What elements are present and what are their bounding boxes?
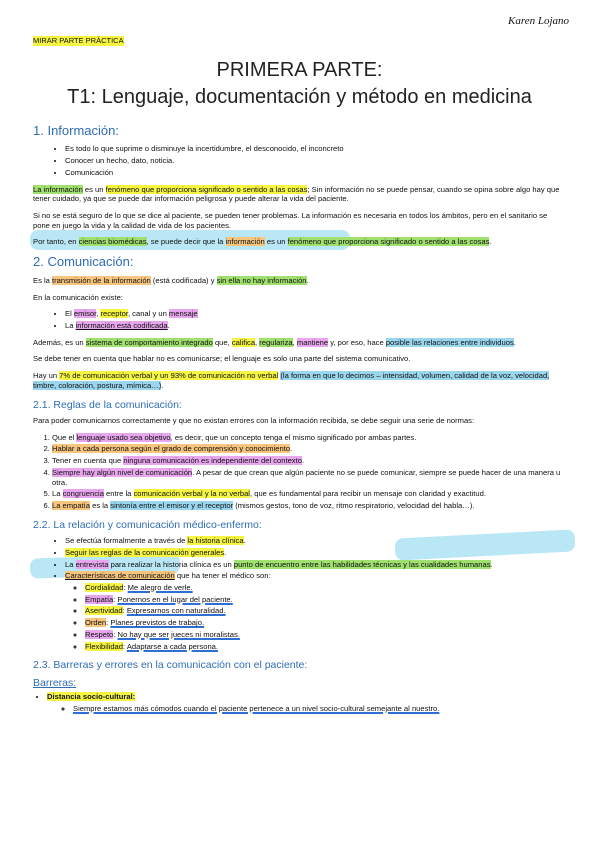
text-segment: ninguna comunicación es independiente del contexto bbox=[123, 456, 302, 466]
paragraph bbox=[33, 185, 566, 204]
text-segment: sin ella no hay información bbox=[216, 275, 307, 285]
text-segment: . bbox=[243, 536, 246, 546]
rules-numbered-list bbox=[33, 433, 566, 511]
text-segment: transmisión de la información bbox=[52, 275, 151, 285]
paragraph bbox=[33, 371, 566, 390]
text-segment: Se efectúa formalmente a través de bbox=[65, 536, 188, 546]
list-item bbox=[65, 309, 566, 319]
text-segment: ciencias biomédicas bbox=[78, 237, 147, 247]
text-segment: Distancia socio-cultural: bbox=[47, 692, 136, 702]
text-segment: que ha tener el médico son: bbox=[174, 571, 271, 581]
list-item: • Conocer un hecho, dato, noticia. bbox=[65, 156, 566, 166]
text-segment: . bbox=[167, 320, 170, 330]
paragraph: Se debe tener en cuenta que hablar no es comunicarse; el lenguaje es solo una parte del sistema comunicativo. bbox=[33, 354, 411, 364]
text-segment: La bbox=[65, 320, 76, 330]
section-heading-informacion: 1. Información: bbox=[33, 122, 119, 138]
paragraph: En la comunicación existe: bbox=[33, 292, 123, 302]
text-segment: . La información es necesaria en todos los ámbitos, pero en el sanitario se pone en juego la vida y la calidad de vida de los pacientes. bbox=[33, 211, 548, 230]
quality-desc: Me alegro de verle. bbox=[127, 583, 193, 593]
text-segment: , que es fundamental para recibir un mensaje con claridad y exactitud. bbox=[250, 489, 486, 499]
text-segment: Tener en cuenta que bbox=[52, 456, 124, 466]
list-item bbox=[52, 489, 566, 499]
text-segment: emisor bbox=[73, 309, 97, 319]
text-segment: Siempre hay algún nivel de comunicación bbox=[52, 467, 193, 477]
quality-name: Cordialidad bbox=[85, 583, 124, 593]
text-segment: Que el bbox=[52, 432, 77, 442]
text-segment: 7% de comunicación verbal y un 93% de comunicación no verbal bbox=[59, 371, 279, 381]
paragraph: Para poder comunicarnos correctamente y que no existan errores con la información recibida, se debe seguir una serie de normas: bbox=[33, 415, 475, 425]
text-segment: lenguaje usado sea objetivo bbox=[76, 432, 171, 442]
text-segment: fenómeno que proporciona significado o sentido a las cosas bbox=[105, 184, 308, 194]
text-segment: receptor bbox=[100, 309, 128, 319]
subsection-heading-reglas: 2.1. Reglas de la comunicación: bbox=[33, 398, 182, 411]
list-item bbox=[65, 321, 566, 331]
text-segment: sintonía entre el emisor y el receptor bbox=[110, 501, 234, 510]
text-segment: mensaje bbox=[168, 309, 198, 319]
text-segment: canal bbox=[132, 309, 151, 319]
barriers-list bbox=[33, 692, 566, 713]
text-segment: es un bbox=[82, 184, 106, 194]
text-segment: entre la bbox=[103, 489, 134, 499]
text-segment: Es la bbox=[33, 275, 52, 285]
barreras-subheading: Barreras: bbox=[33, 676, 77, 689]
quality-desc: No hay que ser jueces ni moralistas. bbox=[117, 629, 240, 639]
text-segment: . A pesar de que crean que algún paciente no se puede comunicar, siempre se puede hacer de una manera u otra. bbox=[52, 467, 561, 487]
list-item bbox=[52, 444, 566, 454]
list-item: • Es todo lo que suprime o disminuye la incertidumbre, el desconocido, el inconcreto bbox=[65, 144, 566, 154]
quality-name: Empatía bbox=[85, 594, 114, 604]
list-item bbox=[65, 560, 566, 570]
paragraph bbox=[33, 338, 566, 348]
comm-bullet-list bbox=[33, 309, 566, 330]
qualities-sublist bbox=[65, 583, 566, 651]
text-segment: Características de comunicación bbox=[65, 571, 175, 581]
relation-bullet-list bbox=[33, 536, 566, 651]
text-segment: comunicación verbal y la no verbal bbox=[133, 489, 250, 499]
practice-tag: MIRAR PARTE PRÁCTICA bbox=[33, 36, 124, 45]
quality-name: Orden bbox=[85, 618, 107, 628]
text-segment: . bbox=[161, 380, 164, 390]
text-segment: La bbox=[65, 559, 76, 569]
text-segment: . bbox=[224, 547, 227, 557]
list-item bbox=[52, 501, 566, 511]
section-heading-comunicacion: 2. Comunicación: bbox=[33, 254, 134, 270]
list-item bbox=[52, 433, 566, 443]
text-segment: (está codificada) y bbox=[150, 275, 217, 285]
list-item: ◦ Respeto: No hay que ser jueces ni moralistas. bbox=[85, 630, 566, 640]
text-segment: . bbox=[489, 237, 492, 247]
text-segment: mantiene bbox=[296, 337, 329, 347]
text-segment: es la bbox=[90, 501, 111, 510]
list-item bbox=[65, 536, 566, 546]
text-segment: punto de encuentro entre las habilidades técnicas y las cualidades humanas bbox=[233, 559, 491, 569]
text-segment: , bbox=[255, 337, 260, 347]
text-segment: , se puede decir que la bbox=[146, 237, 226, 247]
text-segment: (la forma en que lo decimos – intensidad, volumen, calidad de la voz, velocidad, timbre, coloración, postura, mímica…) bbox=[33, 371, 550, 390]
text-segment: y, por eso, hace bbox=[328, 337, 386, 347]
text-segment: Por tanto, en bbox=[33, 237, 79, 247]
list-item bbox=[65, 548, 566, 558]
text-segment: (mismos gestos, tono de voz, ritmo respiratorio, velocidad del habla…). bbox=[233, 501, 475, 510]
quality-desc: Ponernos en el lugar del paciente. bbox=[117, 594, 233, 604]
subsection-heading-relacion: 2.2. La relación y comunicación médico-enfermo: bbox=[33, 518, 262, 531]
text-segment: . bbox=[490, 559, 493, 569]
subsection-heading-barreras: 2.3. Barreras y errores en la comunicación con el paciente: bbox=[33, 659, 308, 672]
text-segment: . bbox=[290, 444, 293, 454]
text-segment: . bbox=[513, 337, 516, 347]
list-item: • Comunicación bbox=[65, 168, 566, 178]
list-item bbox=[52, 468, 566, 487]
barriers-sublist bbox=[47, 704, 566, 714]
text-segment: regulariza bbox=[259, 337, 293, 347]
text-segment: entrevista bbox=[75, 559, 109, 569]
text-segment: Además, es un bbox=[33, 337, 86, 347]
quality-desc: Adaptarse a cada persona. bbox=[126, 641, 219, 651]
text-segment: para realizar la historia clínica es un bbox=[108, 559, 234, 569]
text-segment: posible las relaciones entre individuos bbox=[385, 337, 514, 347]
text-segment: La empatía bbox=[52, 501, 90, 510]
topic-title: T1: Lenguaje, documentación y método en medicina bbox=[67, 86, 532, 109]
paragraph bbox=[33, 276, 566, 286]
text-segment: . bbox=[306, 275, 309, 285]
list-item: ◦ Asertividad: Expresarnos con naturalidad. bbox=[85, 606, 566, 616]
text-segment: información está codificada bbox=[75, 320, 168, 330]
quality-desc: Planes previstos de trabajo. bbox=[110, 618, 205, 628]
text-segment: que, bbox=[212, 337, 232, 347]
text-segment: fenómeno que proporciona significado o sentido a las cosas bbox=[287, 237, 490, 247]
text-segment: es un bbox=[264, 237, 288, 247]
text-segment: Hablar a cada persona según el grado de comprensión y conocimiento bbox=[52, 444, 291, 454]
text-segment: califica bbox=[231, 337, 256, 347]
text-segment: información bbox=[225, 237, 265, 247]
quality-name: Asertividad bbox=[85, 606, 123, 616]
list-item: ◦ Flexibilidad: Adaptarse a cada persona. bbox=[85, 642, 566, 652]
text-segment: ; Sin información no se puede pensar, cuando se opina sobre algo hay que tener cuidado, ya que se puede dar información peligrosa y puede alterar la vida del paciente. bbox=[33, 184, 560, 204]
list-item bbox=[52, 456, 566, 466]
list-item bbox=[73, 704, 566, 714]
text-segment: El bbox=[65, 309, 74, 319]
paragraph bbox=[33, 237, 566, 247]
text-segment: sistema de comportamiento integrado bbox=[85, 337, 213, 347]
list-item: ◦ Cordialidad: Me alegro de verle. bbox=[85, 583, 566, 593]
list-item: ◦ Empatía: Ponernos en el lugar del paciente. bbox=[85, 595, 566, 605]
list-item: ◦ Orden: Planes previstos de trabajo. bbox=[85, 618, 566, 628]
text-segment: Seguir las reglas de la comunicación generales bbox=[65, 547, 225, 557]
text-segment: . bbox=[301, 456, 305, 466]
quality-name: Flexibilidad bbox=[85, 641, 123, 651]
text-segment: , es decir, que un concepto tenga el mismo significado por ambas partes. bbox=[170, 432, 417, 442]
text-segment: Siempre estamos más cómodos cuando el paciente pertenece a un nivel socio-cultural semejante al nuestro. bbox=[73, 703, 440, 713]
quality-name: Respeto bbox=[85, 629, 114, 639]
text-segment: , bbox=[127, 309, 133, 319]
text-segment: congruencia bbox=[62, 489, 104, 499]
text-segment: Si no se está seguro de lo que se dice al paciente, se pueden tener problemas bbox=[33, 211, 298, 220]
text-segment: , bbox=[96, 309, 101, 319]
text-segment: La bbox=[52, 489, 63, 499]
text-segment: Hay un bbox=[33, 371, 60, 381]
paragraph bbox=[33, 211, 566, 230]
text-segment: y un bbox=[150, 309, 169, 319]
text-segment: la historia clínica bbox=[187, 536, 244, 546]
info-bullet-list bbox=[33, 144, 566, 177]
document-page bbox=[33, 36, 566, 721]
part-title: PRIMERA PARTE: bbox=[216, 58, 383, 81]
list-item bbox=[65, 571, 566, 651]
list-item bbox=[47, 692, 566, 713]
text-segment: La información bbox=[33, 184, 83, 194]
quality-desc: Expresarnos con naturalidad. bbox=[126, 606, 226, 616]
text-segment: , bbox=[292, 337, 297, 347]
author-name: Karen Lojano bbox=[507, 15, 569, 27]
